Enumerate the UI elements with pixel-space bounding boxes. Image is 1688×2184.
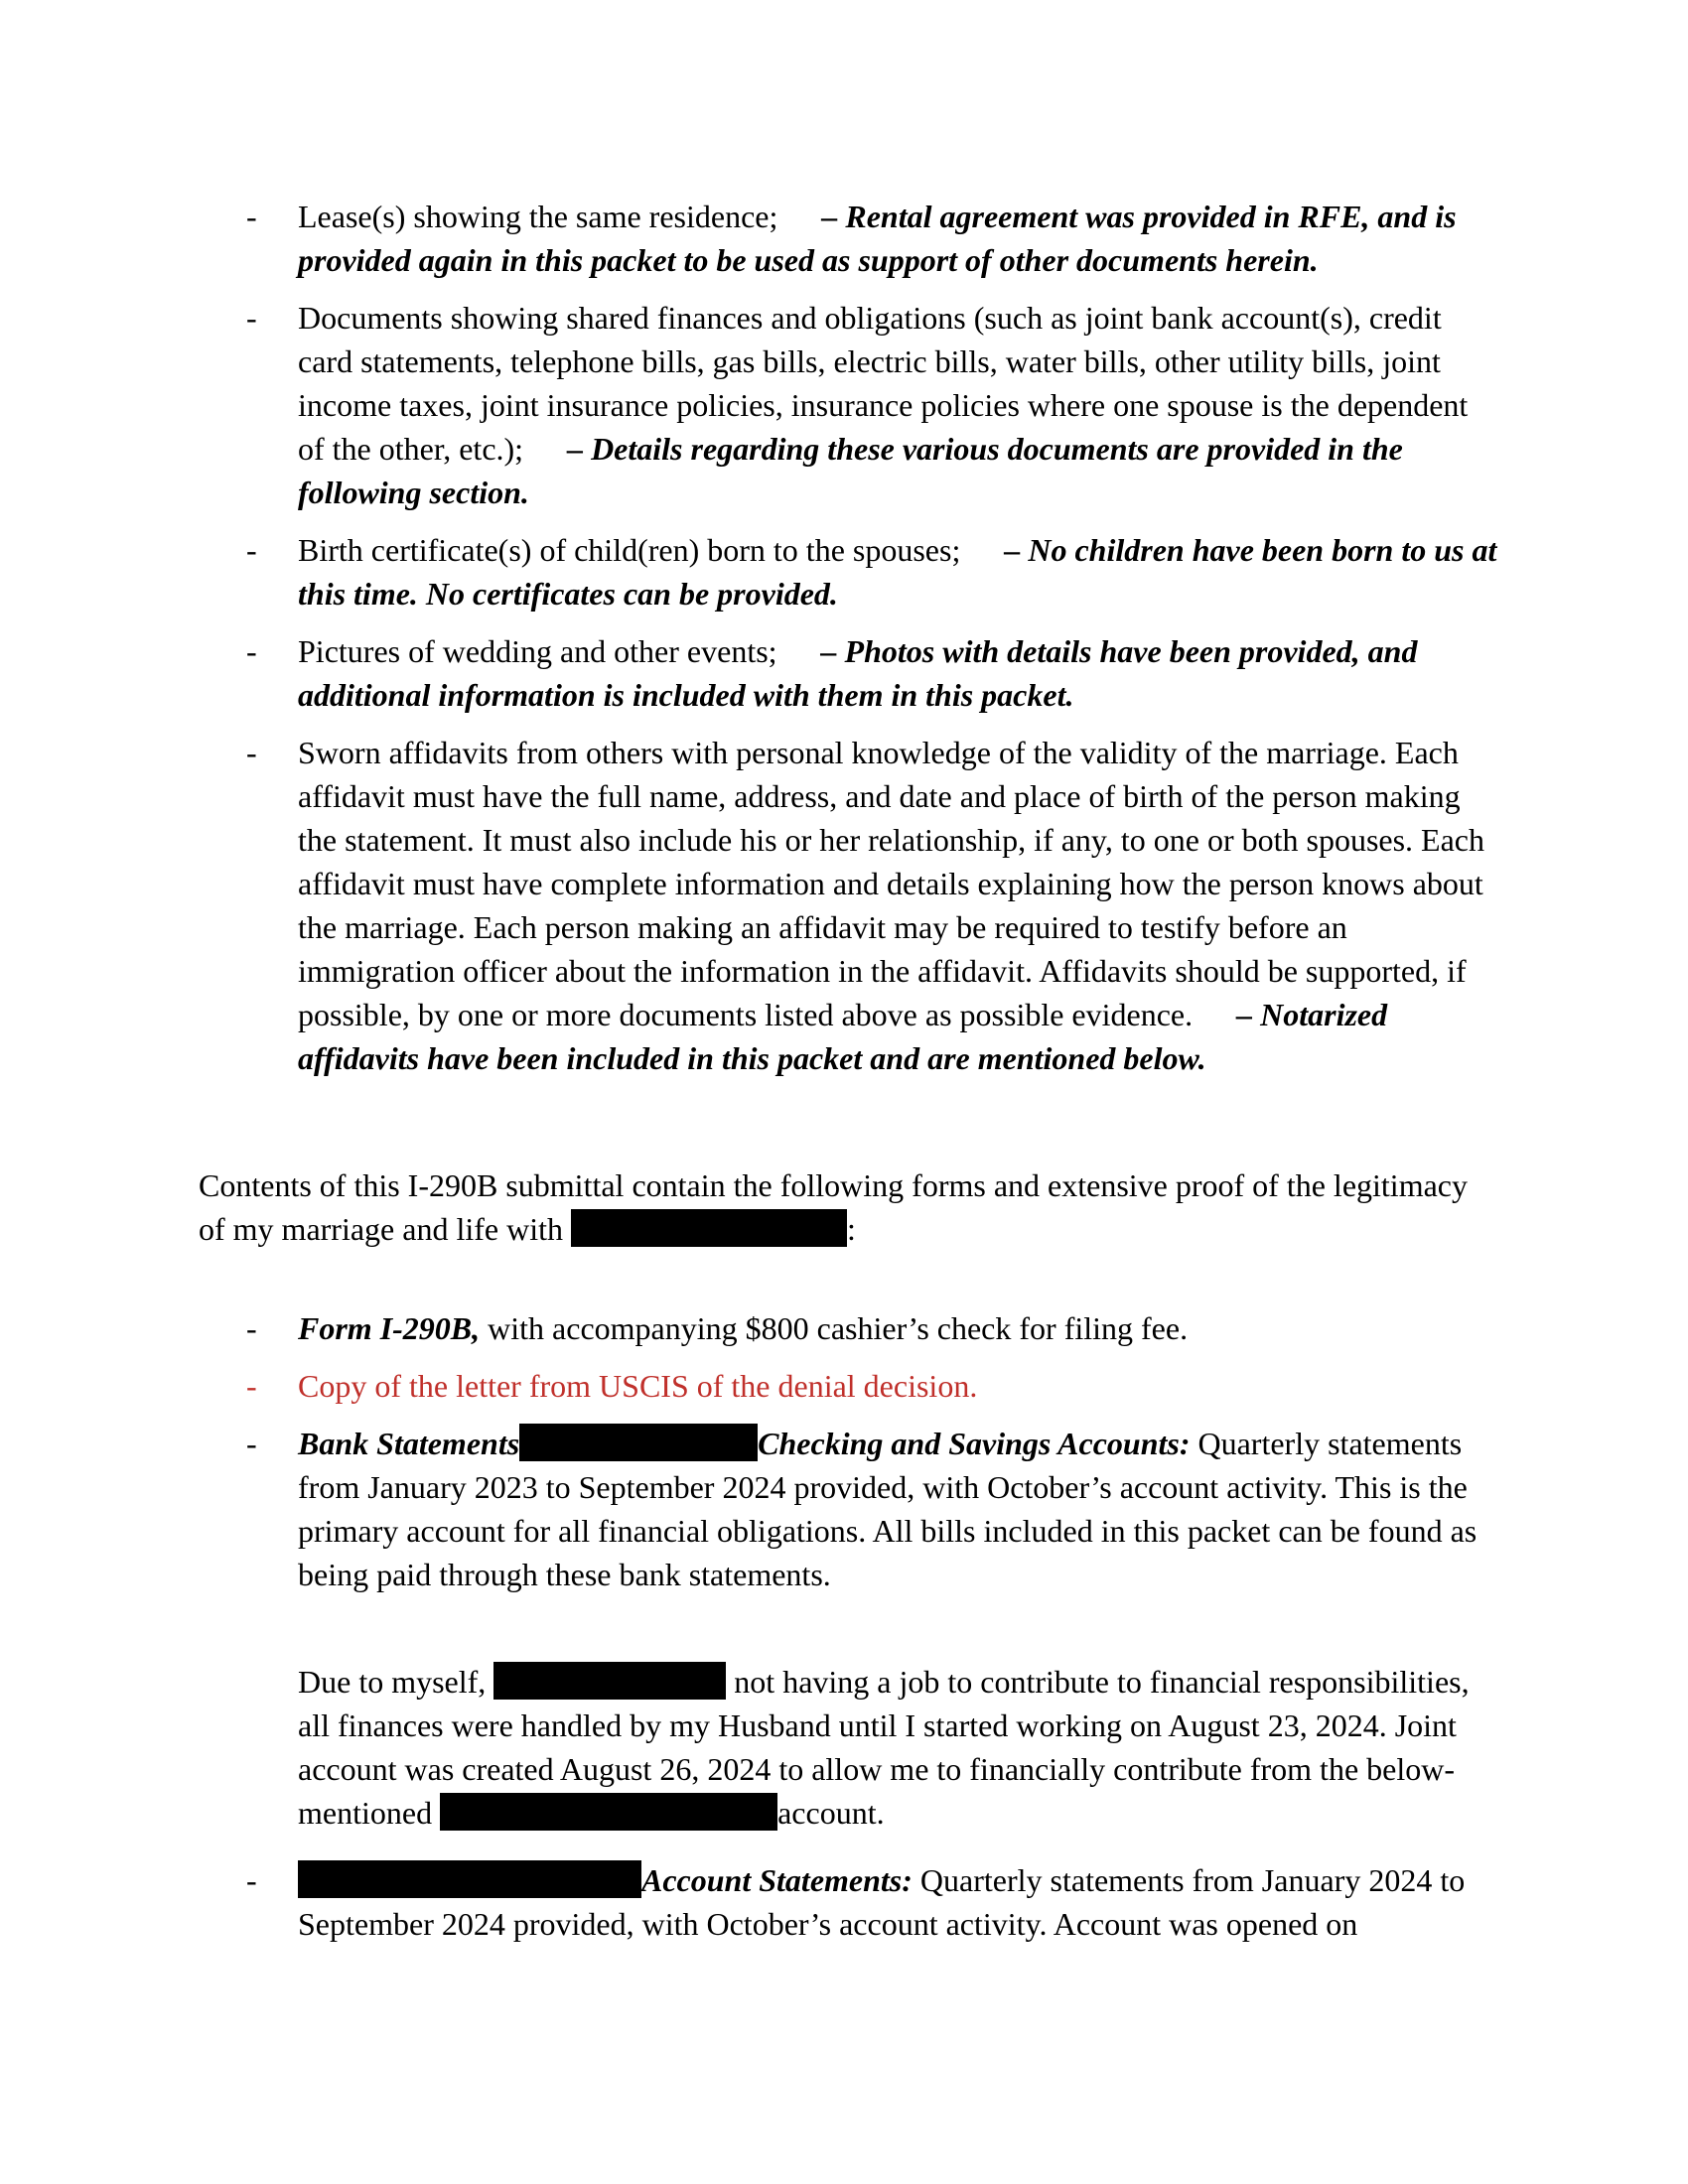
due-text-1: Due to myself, xyxy=(298,1664,494,1700)
list-item xyxy=(246,195,1497,282)
due-text-2: not having a job to contribute to financial responsibilities, all finances were handled by my Husband until I started working on August 23, 2024. Joint account was created August 26, 2024 to allow me to financially contribute from the below-mentioned xyxy=(298,1664,1470,1831)
due-text-3: account. xyxy=(777,1795,885,1831)
bank-label-end: Checking and Savings Accounts: xyxy=(758,1426,1191,1461)
contents-intro-colon: : xyxy=(846,1211,856,1247)
form-label: Form I-290B, xyxy=(298,1310,481,1346)
submittal-contents-list xyxy=(246,1306,1497,1610)
redaction-block xyxy=(519,1424,758,1461)
form-text: with accompanying $800 cashier’s check for filing fee. xyxy=(480,1310,1189,1346)
item-note: – Notarized affidavits have been included in this packet and are mentioned below. xyxy=(298,997,1388,1076)
list-item xyxy=(246,1364,1497,1408)
contents-intro-paragraph xyxy=(199,1163,1489,1251)
redaction-block xyxy=(571,1209,847,1247)
item-text: Birth certificate(s) of child(ren) born to the spouses; xyxy=(298,532,961,568)
bullet-dash: - xyxy=(246,1426,257,1461)
list-item xyxy=(246,1422,1497,1596)
bank-label: Bank Statements xyxy=(298,1426,520,1461)
bank-text: Quarterly statements from January 2023 to September 2024 provided, with October’s account activity. This is the primary account for all financial obligations. All bills included in this packet can be found as being paid through these bank statements. xyxy=(298,1426,1477,1592)
account-label: Account Statements: xyxy=(641,1862,913,1898)
list-item xyxy=(246,629,1497,717)
list-item xyxy=(246,1858,1497,1946)
bullet-dash: - xyxy=(246,199,257,234)
item-text: Lease(s) showing the same residence; xyxy=(298,199,778,234)
list-item xyxy=(246,528,1497,615)
redaction-block xyxy=(440,1793,777,1831)
evidence-list xyxy=(246,195,1497,1094)
bullet-dash: - xyxy=(246,1368,257,1404)
list-item xyxy=(246,1306,1497,1350)
item-text: Pictures of wedding and other events; xyxy=(298,633,777,669)
account-statements-list xyxy=(246,1858,1497,1960)
bullet-dash: - xyxy=(246,1310,257,1346)
item-note: – No children have been born to us at this time. No certificates can be provided. xyxy=(298,532,1497,612)
bullet-dash: - xyxy=(246,532,257,568)
denial-letter-text: Copy of the letter from USCIS of the denial decision. xyxy=(298,1368,978,1404)
redaction-block xyxy=(298,1860,641,1898)
list-item xyxy=(246,731,1497,1080)
item-text: Sworn affidavits from others with personal knowledge of the validity of the marriage. Each affidavit must have the full name, address, and date and place of birth of the person making the statement. It must also include his or her relationship, if any, to one or both spouses. Each affidavit must have complete information and details explaining how the person knows about the marriage. Each person making an affidavit may be required to testify before an immigration officer about the information in the affidavit. Affidavits should be supported, if possible, by one or more documents listed above as possible evidence. xyxy=(298,735,1484,1032)
bullet-dash: - xyxy=(246,1862,257,1898)
bullet-dash: - xyxy=(246,735,257,770)
bullet-dash: - xyxy=(246,633,257,669)
finances-explanation-paragraph xyxy=(298,1660,1489,1835)
item-text: Documents showing shared finances and obligations (such as joint bank account(s), credit card statements, telephone bills, gas bills, electric bills, water bills, other utility bills, joint income taxes, joint insurance policies, insurance policies where one spouse is the dependent of the other, etc.); xyxy=(298,300,1469,467)
item-note: – Details regarding these various documents are provided in the following section. xyxy=(298,431,1403,510)
contents-intro-text: Contents of this I-290B submittal contain the following forms and extensive proof of the legitimacy of my marriage and life with xyxy=(199,1167,1468,1247)
list-item xyxy=(246,296,1497,514)
redaction-block xyxy=(493,1662,726,1700)
account-text: Quarterly statements from January 2024 to September 2024 provided, with October’s account activity. Account was opened on xyxy=(298,1862,1466,1942)
item-note: – Photos with details have been provided, and additional information is included with them in this packet. xyxy=(298,633,1418,713)
bullet-dash: - xyxy=(246,300,257,336)
item-note: – Rental agreement was provided in RFE, and is provided again in this packet to be used as support of other documents herein. xyxy=(298,199,1457,278)
